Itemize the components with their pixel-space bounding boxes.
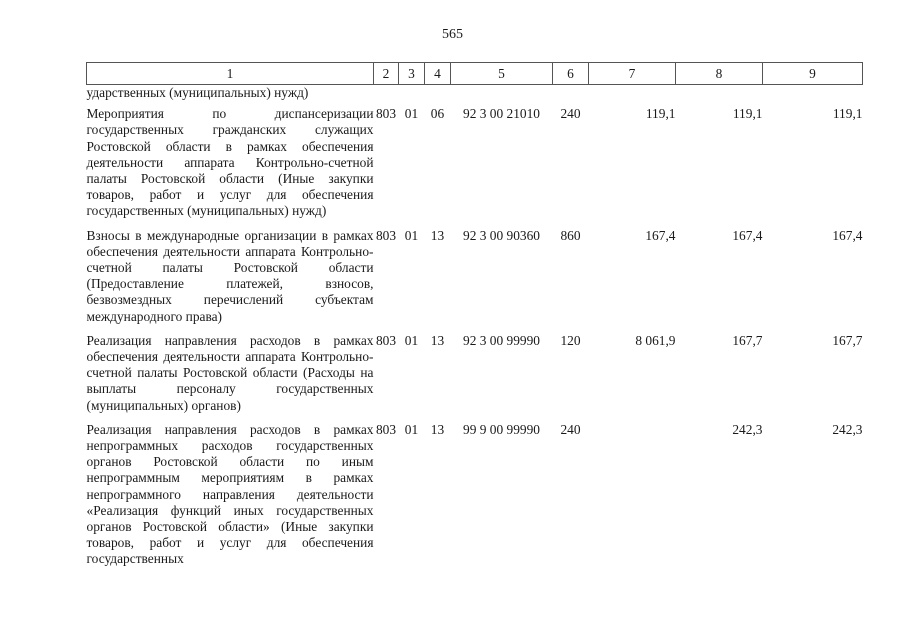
row-amount-3: 242,3: [832, 421, 863, 437]
row-amount-3: 167,7: [832, 332, 863, 348]
row-subsection-code: 06: [430, 106, 445, 122]
header-col-4: 4: [425, 63, 451, 85]
table-row: [87, 102, 863, 223]
row-amount-3: 167,4: [832, 227, 863, 243]
row-expense-type: 240: [560, 106, 581, 122]
row-amount-1: [589, 418, 676, 572]
row-description: Реализация направления расходов в рамках непрограммных расходов государственных органов Ростовской области по иным непрограммным мероприятиям в рамках непрограммного направления деятельности «Реализация функций иных государственных органов Ростовской области» (Иные закупки товаров, работ и услуг для обеспечения государственных: [86, 421, 374, 567]
row-expense-type: 240: [560, 421, 581, 437]
continuation-row: [87, 85, 863, 103]
row-description: Реализация направления расходов в рамках обеспечения деятельности аппарата Контрольно-счетной палаты Ростовской области (Расходы на выплаты персоналу государственных (муниципальных) органов): [86, 332, 374, 413]
row-ministry-code: 803: [375, 332, 397, 348]
row-expense-type: 120: [560, 332, 581, 348]
header-col-7: 7: [589, 63, 676, 85]
row-description: Взносы в международные организации в рамках обеспечения деятельности аппарата Контрольно-счетной палаты Ростовской области (Предоставление платежей, взносов, безвозмездных перечислений субъектам международного права): [86, 227, 374, 324]
continuation-text: ударственных (муниципальных) нужд): [86, 85, 309, 100]
header-col-3: 3: [399, 63, 425, 85]
row-ministry-code: 803: [375, 227, 397, 243]
row-target-code: 92 3 00 90360: [463, 227, 540, 243]
budget-table: [86, 62, 863, 572]
row-amount-3: 119,1: [832, 106, 863, 122]
row-section-code: 01: [404, 227, 419, 243]
row-amount-2: 119,1: [732, 106, 763, 122]
row-section-code: 01: [404, 332, 419, 348]
row-target-code: 92 3 00 21010: [463, 106, 540, 122]
row-section-code: 01: [404, 106, 419, 122]
header-col-9: 9: [763, 63, 863, 85]
row-expense-type: 860: [560, 227, 581, 243]
row-target-code: 92 3 00 99990: [463, 332, 540, 348]
header-col-6: 6: [553, 63, 589, 85]
row-subsection-code: 13: [430, 227, 445, 243]
row-amount-1: 119,1: [645, 106, 676, 122]
header-col-1: 1: [87, 63, 374, 85]
row-description: Мероприятия по диспансеризации государственных гражданских служащих Ростовской области в рамках обеспечения деятельности аппарата Контрольно-счетной палаты Ростовской области (Иные закупки товаров, работ и услуг для обеспечения государственных (муниципальных) нужд): [86, 106, 374, 219]
page-number: 565: [442, 27, 463, 42]
table-row: [87, 329, 863, 418]
header-col-5: 5: [451, 63, 553, 85]
row-subsection-code: 13: [430, 421, 445, 437]
header-col-8: 8: [676, 63, 763, 85]
table-row: [87, 224, 863, 329]
row-ministry-code: 803: [375, 106, 397, 122]
row-amount-1: 8 061,9: [635, 332, 676, 348]
row-ministry-code: 803: [375, 421, 397, 437]
row-target-code: 99 9 00 99990: [463, 421, 540, 437]
table-row: [87, 418, 863, 572]
row-amount-2: 242,3: [732, 421, 763, 437]
row-subsection-code: 13: [430, 332, 445, 348]
row-amount-2: 167,7: [732, 332, 763, 348]
row-amount-2: 167,4: [732, 227, 763, 243]
row-section-code: 01: [404, 421, 419, 437]
row-amount-1: 167,4: [645, 227, 676, 243]
header-row: [87, 63, 863, 85]
header-col-2: 2: [374, 63, 399, 85]
